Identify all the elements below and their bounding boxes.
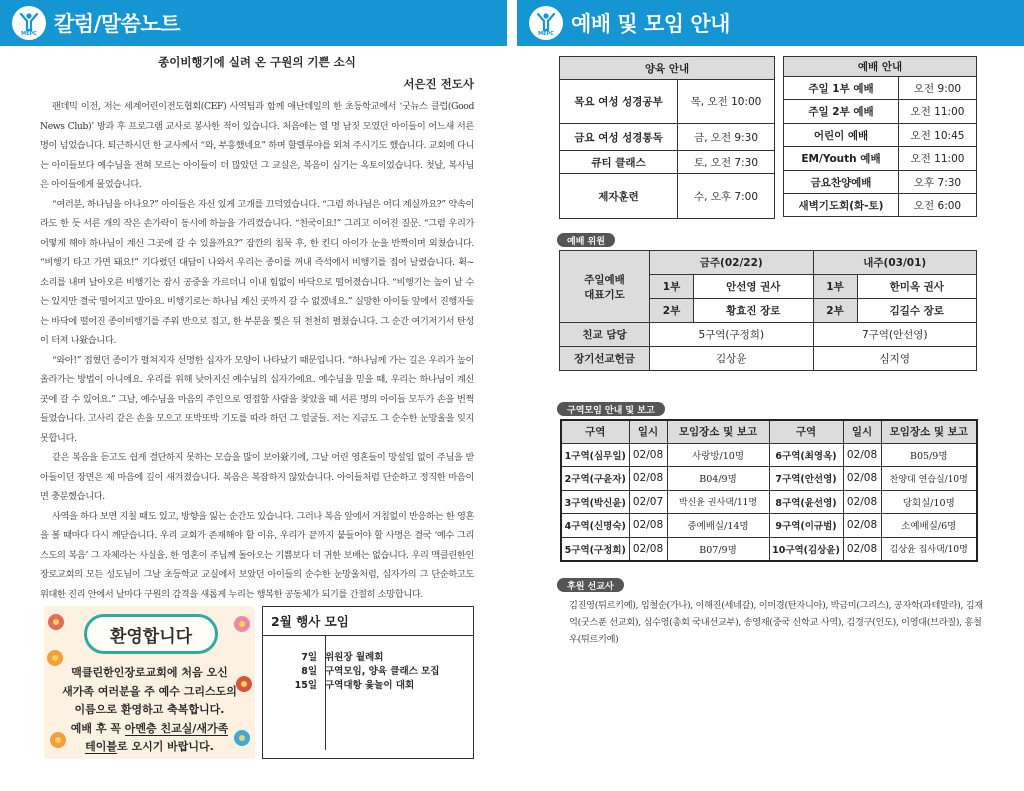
event-text: 구역대항 윷놀이 대회 bbox=[325, 680, 415, 691]
table-row bbox=[561, 537, 977, 561]
district-col-header: 모임장소 및 보고 bbox=[667, 420, 769, 443]
service-name: 금요찬양예배 bbox=[784, 171, 899, 194]
event-day: 15일 bbox=[294, 680, 317, 691]
service-time: 오후 7:30 bbox=[899, 171, 977, 194]
this-week-header: 금주(02/22) bbox=[650, 251, 814, 275]
event-day: 8일 bbox=[301, 666, 317, 677]
church-logo bbox=[529, 6, 563, 40]
welcome-location-underlined: 테이블 bbox=[85, 740, 118, 753]
service-time: 오전 10:45 bbox=[899, 124, 977, 147]
welcome-text-fragment: 로 오시기 바랍니다. bbox=[117, 740, 214, 753]
meeting-date: 02/08 bbox=[843, 466, 881, 490]
worship-table bbox=[783, 56, 977, 217]
meeting-report: 당회실/10명 bbox=[881, 490, 977, 513]
events-title: 2월 행사 모임 bbox=[271, 614, 349, 629]
welcome-line bbox=[52, 738, 247, 757]
missionaries-section-tag: 후원 선교사 bbox=[557, 578, 624, 592]
meeting-report: 소예배실/6명 bbox=[881, 513, 977, 537]
district-name: 3구역(박신윤) bbox=[561, 490, 629, 513]
class-name: 목요 여성 성경공부 bbox=[560, 80, 678, 124]
fellowship-this-week: 5구역(구정희) bbox=[650, 323, 814, 347]
church-logo bbox=[12, 6, 46, 40]
district-table bbox=[560, 419, 978, 562]
district-section-tag: 구역모임 안내 및 보고 bbox=[557, 402, 665, 416]
meeting-report: 중예배실/14명 bbox=[667, 513, 769, 537]
district-col-header: 구역 bbox=[769, 420, 843, 443]
event-item bbox=[263, 665, 439, 679]
article-author: 서은진 전도사 bbox=[403, 77, 474, 91]
service-slot: 1부 bbox=[650, 275, 694, 299]
prayer-leader: 김길수 장로 bbox=[857, 299, 977, 323]
welcome-line: 새가족 여러분을 주 예수 그리스도의 bbox=[62, 684, 237, 698]
welcome-message bbox=[52, 664, 247, 757]
service-name: 주일 2부 예배 bbox=[784, 100, 899, 124]
left-page-title: 칼럼/말씀노트 bbox=[54, 12, 180, 36]
meeting-date: 02/07 bbox=[629, 490, 667, 513]
meeting-report: 사랑방/10명 bbox=[667, 443, 769, 466]
service-time: 오전 11:00 bbox=[899, 147, 977, 171]
welcome-line bbox=[52, 720, 247, 739]
worship-table-header: 예배 안내 bbox=[784, 57, 977, 77]
district-name: 9구역(이규범) bbox=[769, 513, 843, 537]
district-col-header: 구역 bbox=[561, 420, 629, 443]
table-row bbox=[561, 443, 977, 466]
district-name: 5구역(구정희) bbox=[561, 537, 629, 561]
class-name: 금요 여성 성경통독 bbox=[560, 124, 678, 151]
welcome-location-underlined: 아멘층 친교실/새가족 bbox=[124, 721, 229, 735]
meeting-report: B05/9명 bbox=[881, 443, 977, 466]
flower-icon bbox=[234, 616, 250, 632]
service-time: 오전 11:00 bbox=[899, 100, 977, 124]
meeting-report: B04/9명 bbox=[667, 466, 769, 490]
fellowship-next-week: 7구역(안선영) bbox=[813, 323, 977, 347]
meeting-date: 02/08 bbox=[629, 537, 667, 561]
meeting-report: 박신윤 권사댁/11명 bbox=[667, 490, 769, 513]
district-name: 10구역(김상윤) bbox=[769, 537, 843, 561]
district-name: 2구역(구윤자) bbox=[561, 466, 629, 490]
prayer-leader: 한미옥 권사 bbox=[857, 275, 977, 299]
education-table-header: 양육 안내 bbox=[560, 57, 775, 80]
fellowship-label: 친교 담당 bbox=[560, 323, 650, 347]
class-time: 토, 오전 7:30 bbox=[678, 151, 775, 174]
district-col-header: 일시 bbox=[843, 420, 881, 443]
meeting-date: 02/08 bbox=[843, 443, 881, 466]
welcome-text-fragment: 예배 후 꼭 bbox=[70, 721, 125, 735]
service-slot: 2부 bbox=[650, 299, 694, 323]
logo-text: MEPC bbox=[21, 31, 37, 37]
event-day: 7일 bbox=[301, 652, 317, 663]
article-paragraph: 사역을 하다 보면 지칠 때도 있고, 방향을 잃는 순간도 있습니다. 그러나 복음 앞에서 거침없이 반응하는 한 영혼을 볼 때마다 다시 깨닫습니다. 우리 교회가 존재해야 할 이유, 우리가 끝까지 붙들어야 할 사명은 결국 ‘예수 그리스도의 복음’ 그 자체라는 사실을. 한 영혼이 주님께 돌아오는 기쁨보다 더 귀한 보배는 없습니다. 우리 맥클린한인장로교회의 모든 성도님이 그날 초등학교 교실에서 보았던 아이들의 순수한 눈망울처럼, 십자가의 그 단순하고도 위대한 진리 안에서 날마다 구원의 감격을 새롭게 누리는 행복한 공동체가 되기를 간절히 소망합니다. bbox=[40, 510, 474, 600]
meeting-date: 02/08 bbox=[629, 443, 667, 466]
left-header-bar bbox=[0, 0, 507, 46]
class-time: 수, 오후 7:00 bbox=[678, 174, 775, 219]
prayer-leader: 황효진 장로 bbox=[694, 299, 814, 323]
service-name: 새벽기도회(화-토) bbox=[784, 194, 899, 217]
service-slot: 2부 bbox=[813, 299, 857, 323]
mission-next-week: 심지영 bbox=[813, 347, 977, 371]
events-divider bbox=[263, 635, 473, 636]
education-table bbox=[559, 56, 775, 219]
meeting-date: 02/08 bbox=[629, 466, 667, 490]
service-name: 어린이 예배 bbox=[784, 124, 899, 147]
district-name: 1구역(심무일) bbox=[561, 443, 629, 466]
meeting-date: 02/08 bbox=[843, 537, 881, 561]
service-name: 주일 1부 예배 bbox=[784, 77, 899, 100]
column-article bbox=[40, 52, 474, 604]
district-col-header: 일시 bbox=[629, 420, 667, 443]
class-time: 금, 오전 9:30 bbox=[678, 124, 775, 151]
event-item bbox=[263, 679, 439, 693]
events-box bbox=[262, 606, 474, 759]
table-row bbox=[561, 490, 977, 513]
article-paragraph: “여러분, 하나님을 아나요?” 아이들은 자신 있게 고개를 끄덕였습니다. “그럼 하나님은 어디 계실까요?” 약속이라도 한 듯 서른 개의 작은 손가락이 동시에 하늘을 가리켰습니다. “천국이요!” 그리고 이어진 질문. “그럼 우리가 어떻게 해야 하나님이 계신 그곳에 갈 수 있을까요?” 잠깐의 침묵 후, 한 킨디 아이가 눈을 반짝이며 외쳤습니다. “비행기 타고 가면 돼요!” 기다렸던 대답이 나와서 우리는 종이를 꺼내 즉석에서 비행기를 접어 날렸습니다. 휙~ 소리를 내며 날아오른 비행기는 잠시 공중을 가르더니 이내 힘없이 바닥으로 떨어졌습니다. “비행기는 높이 날 수는 있지만 결국 떨어지고 말아요. 비행기로는 하나님 계신 곳까지 갈 수 없겠네요.” 실망한 아이들 앞에서 진행자들는 바닥에 떨어진 종이비행기를 주워 반으로 접고, 한 부분을 찢은 뒤 천천히 펼쳤습니다. 그 순간 여기저기서 탄성이 터져 나왔습니다. bbox=[40, 198, 474, 346]
service-name: EM/Youth 예배 bbox=[784, 147, 899, 171]
welcome-box bbox=[44, 606, 255, 759]
meeting-report: 김상윤 집사댁/10명 bbox=[881, 537, 977, 561]
meeting-date: 02/08 bbox=[843, 513, 881, 537]
article-title: 종이비행기에 실려 온 구원의 기쁜 소식 bbox=[158, 55, 356, 69]
committee-section-tag: 예배 위원 bbox=[557, 233, 615, 247]
prayer-label-cell bbox=[560, 251, 650, 323]
flower-icon bbox=[48, 614, 64, 630]
welcome-title: 환영합니다 bbox=[84, 614, 218, 654]
welcome-line: 이름으로 환영하고 축복합니다. bbox=[74, 703, 225, 716]
logo-text: MEPC bbox=[538, 31, 554, 37]
event-text: 위원장 월례회 bbox=[325, 652, 384, 663]
district-name: 4구역(신명숙) bbox=[561, 513, 629, 537]
table-row bbox=[561, 513, 977, 537]
mission-this-week: 김상윤 bbox=[650, 347, 814, 371]
prayer-label-line: 대표기도 bbox=[584, 288, 625, 301]
class-name: 큐티 클래스 bbox=[560, 151, 678, 174]
meeting-date: 02/08 bbox=[843, 490, 881, 513]
service-time: 오전 6:00 bbox=[899, 194, 977, 217]
article-body bbox=[40, 97, 474, 604]
district-name: 8구역(윤선영) bbox=[769, 490, 843, 513]
welcome-line: 맥클린한인장로교회에 처음 오신 bbox=[71, 666, 228, 679]
mission-offering-label: 장기선교헌금 bbox=[560, 347, 650, 371]
prayer-leader: 안선영 권사 bbox=[694, 275, 814, 299]
event-text: 구역모임, 양육 클래스 모집 bbox=[325, 666, 440, 677]
table-row bbox=[561, 466, 977, 490]
events-list bbox=[263, 651, 439, 693]
class-time: 목, 오전 10:00 bbox=[678, 80, 775, 124]
event-item bbox=[263, 651, 439, 665]
meeting-report: B07/9명 bbox=[667, 537, 769, 561]
article-paragraph: 같은 복음을 듣고도 쉽게 결단하지 못하는 모습을 많이 보아왔기에, 그날 어린 영혼들이 망설임 없이 주님을 받아들이던 장면은 제 마음에 깊이 새겨졌습니다. 복음은 복잡하지 않았습니다. 아이들처럼 단순하고 정직한 마음이면 충분했습니다. bbox=[40, 452, 474, 502]
next-week-header: 내주(03/01) bbox=[813, 251, 977, 275]
district-col-header: 모임장소 및 보고 bbox=[881, 420, 977, 443]
class-name: 제자훈련 bbox=[560, 174, 678, 219]
right-page-title: 예배 및 모임 안내 bbox=[571, 12, 730, 36]
meeting-date: 02/08 bbox=[629, 513, 667, 537]
district-name: 6구역(최영옥) bbox=[769, 443, 843, 466]
meeting-report: 찬양대 연습실/10명 bbox=[881, 466, 977, 490]
service-time: 오전 9:00 bbox=[899, 77, 977, 100]
district-name: 7구역(안선영) bbox=[769, 466, 843, 490]
missionaries-list: 김진영(튀르키예), 임철순(가나), 이해진(세네갈), 이미경(탄자니아), 박금미(그리스), 공자학(과테말라), 김재억(굿스푼 선교회), 심수영(총회 국내선교부), 송영재(중국 신학교 사역), 김경구(인도), 이영대(브라질), 홍철우(튀르키예) bbox=[569, 600, 983, 645]
article-paragraph: 팬데믹 이전, 저는 세계어린이전도협회(CEF) 사역팀과 함께 애난데일의 한 초등학교에서 ‘굿뉴스 클럽(Good News Club)’ 방과 후 프로그램 교사로 봉사한 적이 있습니다. 처음에는 열 명 남짓 모였던 아이들이 어느새 서른 명이 넘었습니다. 퇴근하시던 한 교사께서 “와, 부흥했네요” 하며 할렐루야를 외쳐 주시기도 했습니다. 교회에 다니는 아이들보다 예수님을 전혀 모르는 아이들이 더 많았던 그 교실은, 복음이 심기는 옥토이었습니다. 첫날, 복사님은 아이들에게 물었습니다. bbox=[40, 101, 474, 190]
right-header-bar bbox=[517, 0, 1024, 46]
service-slot: 1부 bbox=[813, 275, 857, 299]
prayer-label-line: 주일예배 bbox=[584, 273, 625, 286]
committee-table bbox=[559, 250, 977, 371]
article-paragraph: “와아!” 접혔던 종이가 펼쳐지자 선명한 십자가 모양이 나타났기 때문입니다. “하나님께 가는 길은 우리가 높이 올라가는 방법이 아니에요. 우리를 위해 낮아지신 예수님의 십자가에요. 예수님을 믿을 때, 우리는 하나님이 계신 곳에 갈 수 있어요.” 그날, 예수님을 마음의 주인으로 영접할 사람을 찾았을 때 서른 명의 아이들 모두가 손을 번쩍 들었습니다. 고사리 같은 손을 모으고 또박또박 기도를 따라 하던 그 얼굴들. 저는 지금도 그 순수한 눈망울을 잊지 못합니다. bbox=[40, 354, 474, 444]
